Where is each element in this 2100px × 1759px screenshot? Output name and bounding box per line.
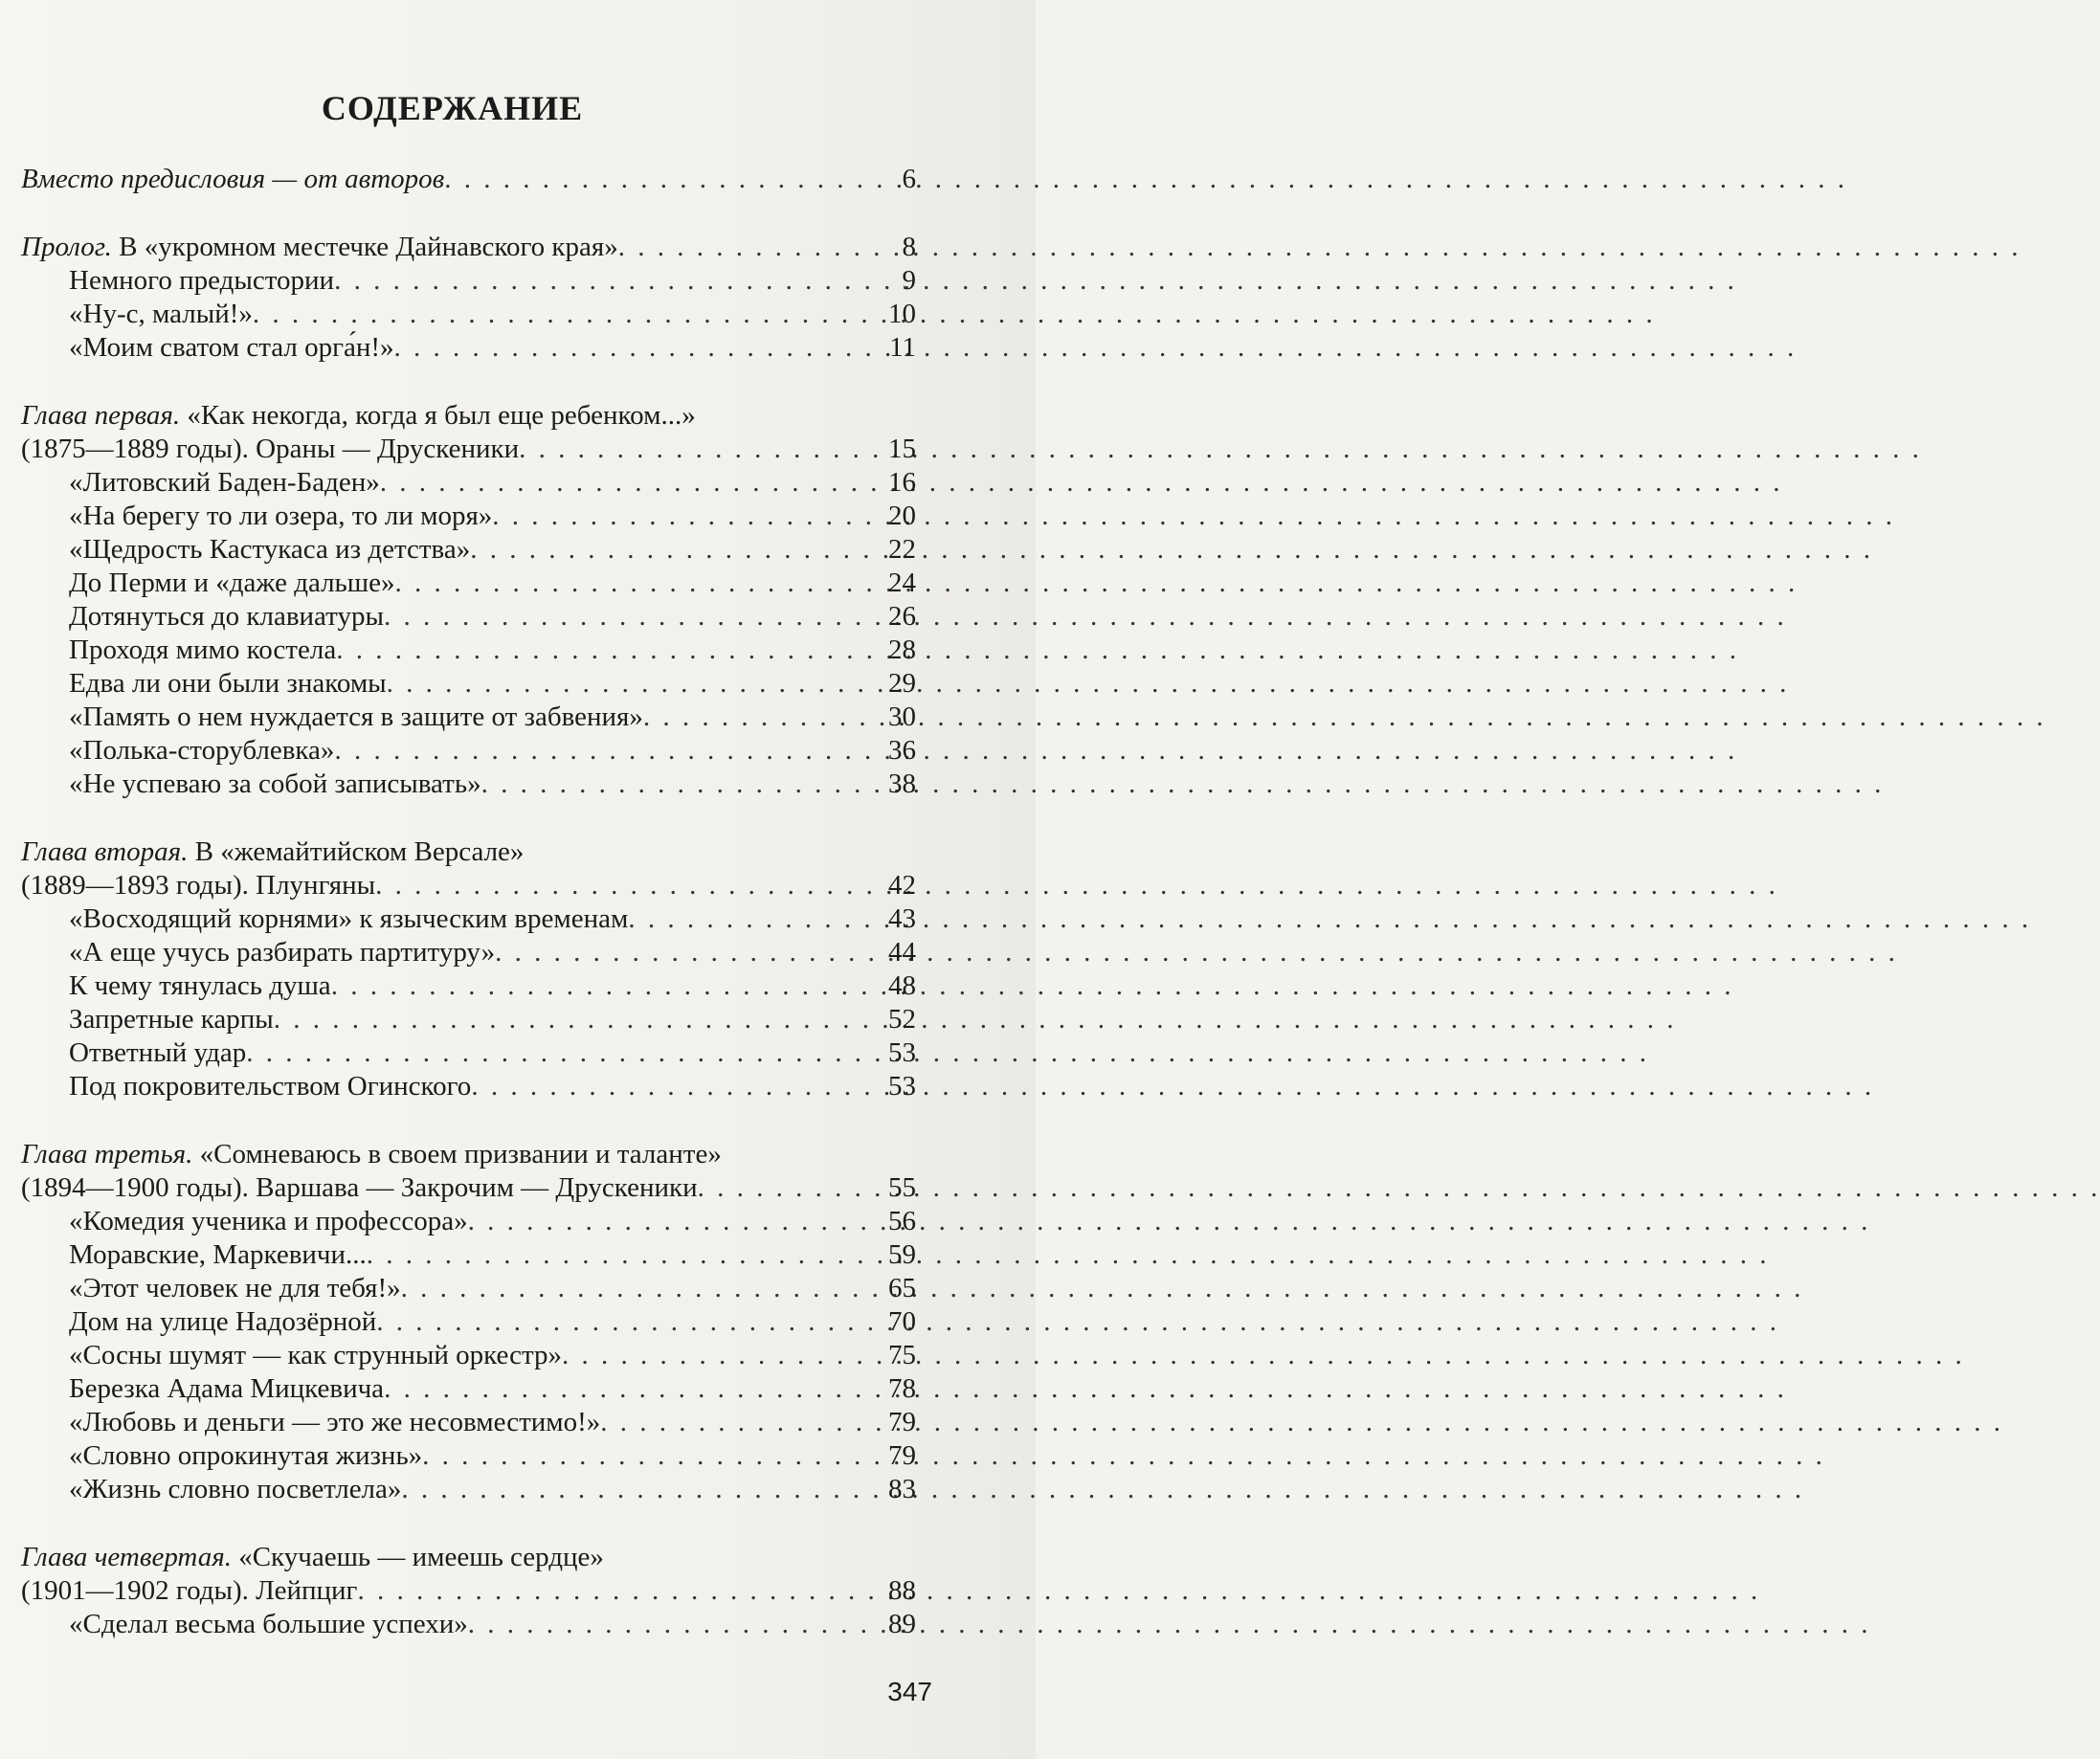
entry-title: «Щедрость Кастукаса из детства» (69, 534, 471, 565)
dot-leader (643, 701, 830, 734)
toc-subentry (21, 1608, 916, 1641)
dot-leader (394, 567, 830, 600)
entry-title: В «жемайтийском Версале» (188, 836, 525, 867)
entry-title: «Этот человек не для тебя!» (69, 1273, 401, 1303)
toc-section (21, 231, 916, 365)
toc-entry-label (69, 264, 334, 298)
toc-section (21, 399, 916, 801)
toc-entry-label (69, 936, 495, 969)
toc-subentry (21, 264, 916, 298)
entry-title: «Словно опрокинутая жизнь» (69, 1440, 423, 1471)
entry-page-number: 20 (888, 501, 916, 531)
entry-page-number: 38 (888, 768, 916, 799)
toc-entry-label (21, 1138, 722, 1171)
toc-chapter-heading (21, 231, 916, 264)
entry-page-number: 59 (888, 1239, 916, 1270)
chapter-label: Глава вторая. (21, 836, 189, 867)
toc-subentry (21, 1473, 916, 1506)
dot-leader (387, 667, 830, 701)
entry-page-number: 30 (888, 701, 916, 732)
toc-entry-label (21, 1171, 698, 1205)
entry-title: Моравские, Маркевичи... (69, 1239, 367, 1270)
dot-leader (628, 902, 830, 936)
entry-title: «Как некогда, когда я был еще ребенком...» (180, 400, 696, 431)
toc-entry-label (69, 567, 394, 600)
toc-subentry (21, 298, 916, 331)
toc-entry-label (69, 1406, 600, 1439)
chapter-label: Глава четвертая. (21, 1542, 232, 1572)
toc-entry-label (69, 1205, 468, 1238)
entry-page-number: 10 (888, 299, 916, 329)
chapter-label: Глава первая. (21, 400, 181, 431)
toc-entry-label (21, 835, 524, 869)
toc-entry-label (21, 433, 519, 466)
toc-subentry (21, 1036, 916, 1070)
toc-entry-label (69, 533, 470, 567)
entry-page-number: 83 (888, 1474, 916, 1504)
entry-page-number: 70 (888, 1306, 916, 1337)
entry-page-number: 89 (888, 1609, 916, 1639)
entry-title: «Жизнь словно посветлела» (69, 1474, 402, 1504)
dot-leader (401, 1272, 830, 1305)
toc-chapter-heading (21, 399, 916, 433)
toc-entry-label (21, 163, 444, 196)
entry-title: Под покровительством Огинского (69, 1071, 472, 1102)
dot-leader (519, 433, 830, 466)
entry-title: К чему тянулась душа (69, 970, 331, 1001)
entry-page-number: 53 (888, 1071, 916, 1102)
dot-leader (253, 298, 830, 331)
toc-entry-label (69, 1036, 246, 1070)
toc-section (21, 163, 916, 196)
dot-leader (334, 734, 830, 768)
entry-page-number: 44 (888, 937, 916, 968)
entry-title: «Сделал весьма большие успехи» (69, 1609, 468, 1639)
dot-leader (444, 163, 830, 196)
entry-title: (1889—1893 годы). Плунгяны (21, 870, 376, 901)
entry-page-number: 8 (902, 232, 916, 262)
toc-entry-label (69, 902, 628, 936)
entry-page-number: 9 (902, 265, 916, 296)
entry-page-number: 28 (888, 635, 916, 665)
toc-subentry (21, 936, 916, 969)
dot-leader (481, 768, 830, 801)
dot-leader (618, 231, 830, 264)
toc-entry-label (69, 298, 253, 331)
toc-entry-label (69, 1339, 562, 1372)
entry-title: Березка Адама Мицкевича (69, 1373, 385, 1404)
toc-subentry (21, 500, 916, 533)
toc-entry-label (69, 634, 336, 667)
dot-leader (470, 533, 830, 567)
entry-title: Дом на улице Надозёрной (69, 1306, 377, 1337)
dot-leader (384, 600, 830, 634)
toc-entry (21, 433, 916, 466)
dot-leader (562, 1339, 830, 1372)
entry-page-number: 16 (888, 467, 916, 498)
toc-subentry (21, 1272, 916, 1305)
entry-page-number: 29 (888, 668, 916, 699)
toc-entry-label (69, 667, 387, 701)
dot-leader (495, 936, 830, 969)
toc-section (21, 835, 916, 1103)
entry-page-number: 43 (888, 903, 916, 934)
entry-title: «Полька-сторублевка» (69, 735, 335, 766)
toc-entry-label (69, 1070, 471, 1103)
toc-entry-label (69, 500, 492, 533)
dot-leader (336, 634, 830, 667)
entry-title: Проходя мимо костела (69, 635, 337, 665)
toc-subentry (21, 1003, 916, 1036)
toc-entry-label (21, 1574, 357, 1608)
toc-subentry (21, 1439, 916, 1473)
dot-leader (334, 264, 830, 298)
entry-page-number: 65 (888, 1273, 916, 1303)
dot-leader (357, 1574, 830, 1608)
toc-entry-label (69, 466, 380, 500)
entry-title: «Любовь и деньги — это же несовместимо!» (69, 1407, 601, 1437)
toc-subentry (21, 1339, 916, 1372)
dot-leader (394, 331, 830, 365)
toc-entry-label (69, 331, 394, 365)
toc-entry-label (69, 1608, 468, 1641)
dot-leader (422, 1439, 830, 1473)
toc-chapter-heading (21, 1541, 916, 1574)
entry-page-number: 53 (888, 1037, 916, 1068)
entry-page-number: 42 (888, 870, 916, 901)
entry-title: «Литовский Баден-Баден» (69, 467, 380, 498)
entry-page-number: 88 (888, 1575, 916, 1606)
toc-entry-label (69, 1372, 384, 1406)
toc-entry-label (69, 1473, 401, 1506)
toc-subentry (21, 466, 916, 500)
entry-title: «А еще учусь разбирать партитуру» (69, 937, 496, 968)
toc-entry-label (21, 869, 375, 902)
toc-entry-label (69, 969, 331, 1003)
toc-entry-label (69, 1003, 274, 1036)
entry-page-number: 22 (888, 534, 916, 565)
entry-title: (1901—1902 годы). Лейпциг (21, 1575, 358, 1606)
chapter-label: Пролог. (21, 232, 112, 262)
entry-page-number: 78 (888, 1373, 916, 1404)
entry-page-number: 79 (888, 1440, 916, 1471)
toc-subentry (21, 969, 916, 1003)
entry-title: Ответный удар (69, 1037, 247, 1068)
toc-chapter-heading (21, 1138, 916, 1171)
dot-leader (331, 969, 830, 1003)
entry-page-number: 6 (902, 164, 916, 194)
toc-section (21, 1138, 916, 1506)
chapter-label: Глава третья. (21, 1139, 193, 1169)
entry-title: «Память о нем нуждается в защите от забвения» (69, 701, 643, 732)
entry-page-number: 15 (888, 434, 916, 464)
toc-entry-label (69, 701, 643, 734)
entry-title: Немного предыстории (69, 265, 335, 296)
entry-title: «Моим сватом стал орга́н!» (69, 332, 394, 363)
entry-page-number: 24 (888, 568, 916, 598)
toc-subentry (21, 567, 916, 600)
entry-page-number: 26 (888, 601, 916, 632)
entry-title: Дотянуться до клавиатуры (69, 601, 384, 632)
dot-leader (468, 1205, 830, 1238)
entry-title: «Восходящий корнями» к языческим временам (69, 903, 629, 934)
dot-leader (698, 1171, 830, 1205)
dot-leader (471, 1070, 830, 1103)
toc-entry (21, 1574, 916, 1608)
toc-subentry (21, 533, 916, 567)
dot-leader (401, 1473, 830, 1506)
page-title: СОДЕРЖАНИЕ (321, 89, 584, 127)
toc-subentry (21, 701, 916, 734)
toc-subentry (21, 734, 916, 768)
entry-page-number: 52 (888, 1004, 916, 1035)
dot-leader (600, 1406, 830, 1439)
entry-title: В «укромном местечке Дайнавского края» (111, 232, 618, 262)
dot-leader (376, 1305, 830, 1339)
page-number: 347 (887, 1677, 932, 1706)
toc-entry (21, 163, 916, 196)
toc-subentry (21, 1070, 916, 1103)
toc-entry-label (21, 1541, 604, 1574)
entry-title: Вместо предисловия — от авторов (21, 164, 445, 194)
dot-leader (384, 1372, 830, 1406)
entry-page-number: 79 (888, 1407, 916, 1437)
toc-section (21, 1541, 916, 1641)
toc-subentry (21, 1372, 916, 1406)
entry-title: Запретные карпы (69, 1004, 274, 1035)
dot-leader (367, 1238, 830, 1272)
toc-entry-label (21, 231, 618, 264)
toc-subentry (21, 1205, 916, 1238)
toc-subentry (21, 768, 916, 801)
entry-page-number: 75 (888, 1340, 916, 1370)
entry-title: «Сосны шумят — как струнный оркестр» (69, 1340, 563, 1370)
toc-chapter-heading (21, 835, 916, 869)
dot-leader (274, 1003, 830, 1036)
entry-title: «Скучаешь — имеешь сердце» (231, 1542, 604, 1572)
toc-subentry (21, 1238, 916, 1272)
toc-subentry (21, 600, 916, 634)
dot-leader (380, 466, 830, 500)
entry-title: «Ну-с, малый!» (69, 299, 253, 329)
toc-entry (21, 1171, 916, 1205)
entry-title: «Сомневаюсь в своем призвании и таланте» (192, 1139, 722, 1169)
toc-entry-label (69, 1305, 376, 1339)
toc-entry-label (21, 399, 696, 433)
toc-entry-label (69, 1439, 422, 1473)
entry-page-number: 56 (888, 1206, 916, 1236)
toc-subentry (21, 634, 916, 667)
table-of-contents (21, 163, 916, 1676)
entry-page-number: 55 (888, 1172, 916, 1203)
entry-page-number: 11 (889, 332, 916, 363)
toc-entry-label (69, 600, 384, 634)
dot-leader (246, 1036, 830, 1070)
entry-page-number: 48 (888, 970, 916, 1001)
entry-title: Едва ли они были знакомы (69, 668, 387, 699)
dot-leader (492, 500, 830, 533)
toc-entry-label (69, 1238, 367, 1272)
dot-leader (468, 1608, 830, 1641)
toc-entry (21, 869, 916, 902)
entry-title: До Перми и «даже дальше» (69, 568, 395, 598)
toc-entry-label (69, 768, 481, 801)
entry-title: «На берегу то ли озера, то ли моря» (69, 501, 493, 531)
entry-title: (1894—1900 годы). Варшава — Закрочим — Друскеники (21, 1172, 698, 1203)
toc-subentry (21, 1406, 916, 1439)
toc-entry-label (69, 1272, 401, 1305)
book-page (0, 0, 1036, 1759)
dot-leader (375, 869, 830, 902)
entry-title: (1875—1889 годы). Ораны — Друскеники (21, 434, 520, 464)
entry-page-number: 36 (888, 735, 916, 766)
toc-subentry (21, 902, 916, 936)
toc-subentry (21, 1305, 916, 1339)
entry-title: «Комедия ученика и профессора» (69, 1206, 468, 1236)
toc-subentry (21, 331, 916, 365)
entry-title: «Не успеваю за собой записывать» (69, 768, 481, 799)
toc-entry-label (69, 734, 334, 768)
toc-subentry (21, 667, 916, 701)
